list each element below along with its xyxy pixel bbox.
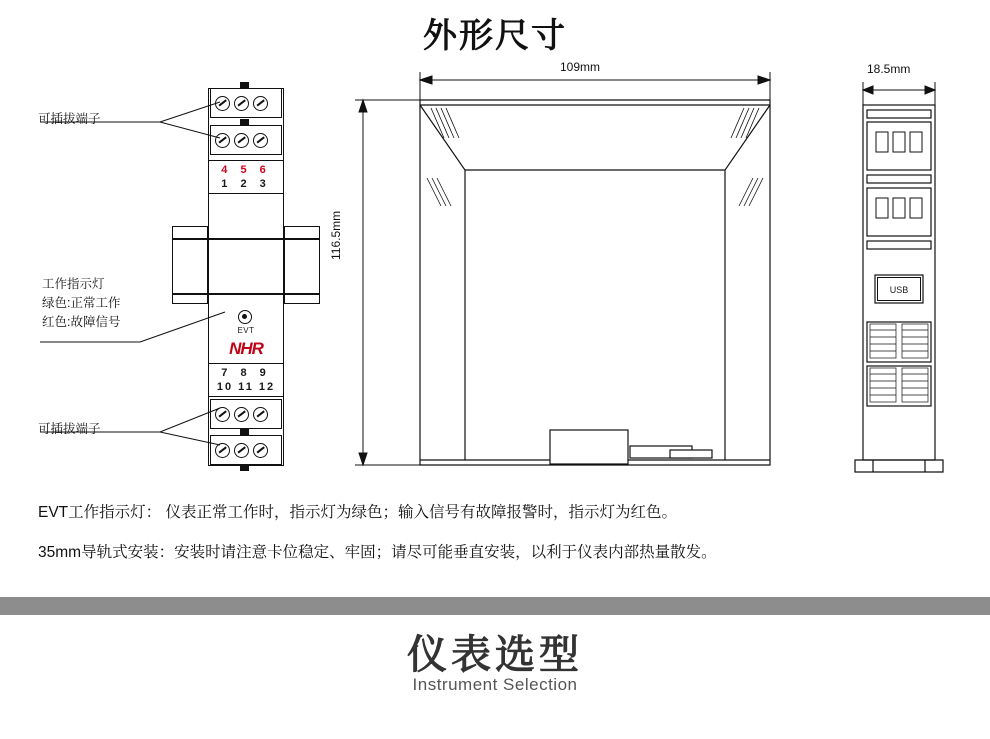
front-width-dimension: 109mm <box>560 60 601 74</box>
terminal-numbers-bottom-black: 10 11 12 <box>216 381 276 393</box>
note-mounting: 35mm导轨式安装：安装时请注意卡位稳定、牢固；请尽可能垂直安装，以利于仪表内部热量散发。 <box>38 544 717 561</box>
callout-label-led-red: 红色:故障信号 <box>42 315 121 329</box>
note-led: EVT工作指示灯： 仪表正常工作时，指示灯为绿色；输入信号有故障报警时，指示灯为红色。 <box>38 504 677 521</box>
terminal-numbers-bottom-red: 7 8 9 <box>221 367 271 379</box>
banner-bar <box>0 597 990 615</box>
front-height-dimension: 116.5mm <box>329 210 343 260</box>
callout-label-led-green: 绿色:正常工作 <box>42 296 121 310</box>
side-width-dimension: 18.5mm <box>867 62 911 76</box>
section-banner <box>0 597 990 739</box>
usb-port-label: USB <box>877 277 921 301</box>
page-title: 外形尺寸 <box>423 17 567 55</box>
led-label: EVT <box>237 326 255 335</box>
callout-label-bottom-terminal: 可插拔端子 <box>38 422 101 436</box>
brand-logo: NHR <box>229 339 263 358</box>
callout-label-led-title: 工作指示灯 <box>42 277 105 291</box>
terminal-numbers-top-black: 1 2 3 <box>221 178 271 190</box>
terminal-numbers-top-red: 4 5 6 <box>221 164 271 176</box>
side-view-svg <box>845 60 975 480</box>
banner-subtitle: Instrument Selection <box>412 675 578 694</box>
side-view-drawing <box>845 60 975 480</box>
banner-title: 仪表选型 <box>407 633 583 677</box>
callout-label-top-terminal: 可插拔端子 <box>38 112 101 126</box>
front-view-svg <box>315 60 815 480</box>
front-view-drawing <box>315 60 815 480</box>
